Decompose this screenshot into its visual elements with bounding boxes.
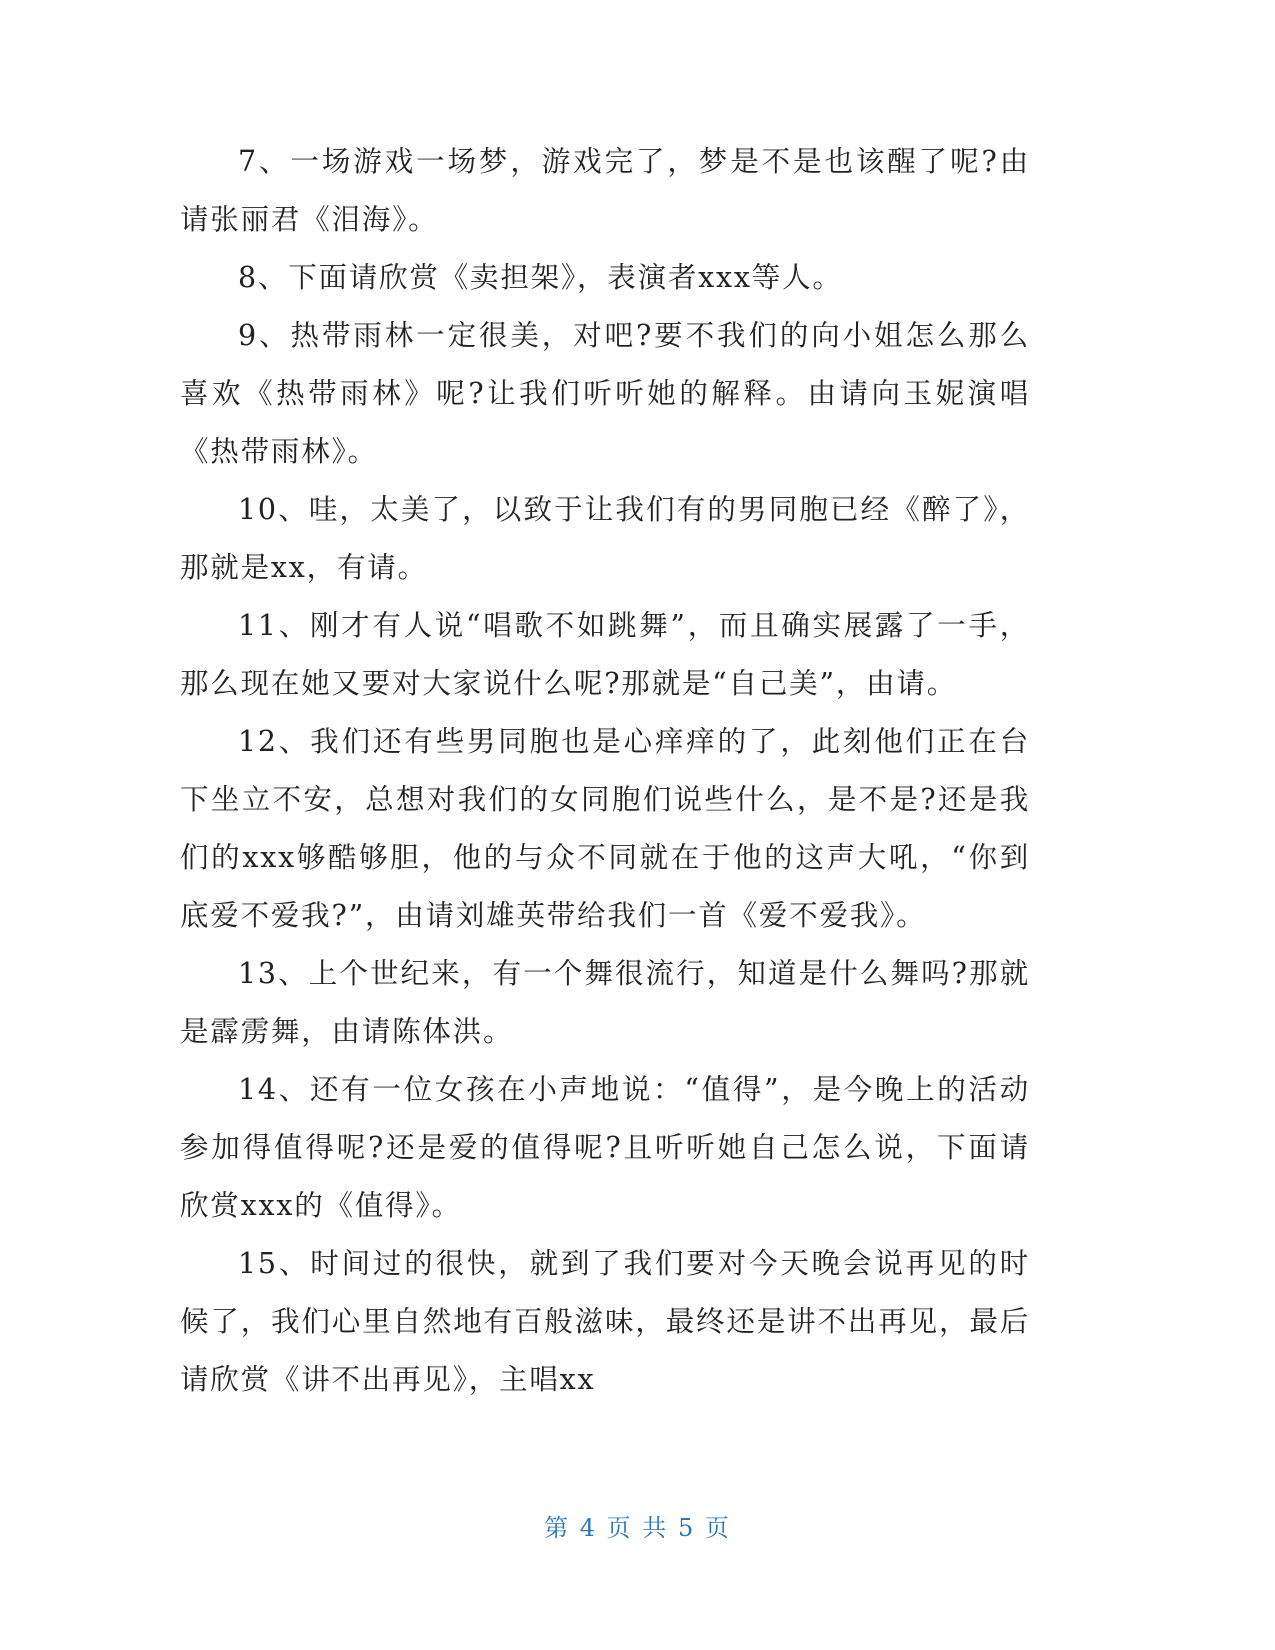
paragraph-item-13: 13、上个世纪来，有一个舞很流行，知道是什么舞吗?那就是霹雳舞，由请陈体洪。: [180, 957, 1030, 1048]
paragraph-item-9: 9、热带雨林一定很美，对吧?要不我们的向小姐怎么那么喜欢《热带雨林》呢?让我们听听她的解释。由请向玉妮演唱《热带雨林》。: [180, 319, 1030, 468]
document-body: [180, 133, 1030, 1409]
paragraph-item-10: 10、哇，太美了，以致于让我们有的男同胞已经《醉了》，那就是xx，有请。: [180, 493, 1030, 584]
paragraph-item-15: 15、时间过的很快，就到了我们要对今天晚会说再见的时候了，我们心里自然地有百般滋味，最终还是讲不出再见，最后请欣赏《讲不出再见》，主唱xx: [180, 1247, 1030, 1396]
paragraph-item-12: 12、我们还有些男同胞也是心痒痒的了，此刻他们正在台下坐立不安，总想对我们的女同胞们说些什么，是不是?还是我们的xxx够酷够胆，他的与众不同就在于他的这声大吼，“你到底爱不爱我?”，由请刘雄英带给我们一首《爱不爱我》。: [180, 725, 1030, 932]
page-number-footer: 第 4 页 共 5 页: [544, 1514, 731, 1542]
paragraph-item-7: 7、一场游戏一场梦，游戏完了，梦是不是也该醒了呢?由请张丽君《泪海》。: [180, 145, 1030, 236]
paragraph-item-8: 8、下面请欣赏《卖担架》，表演者xxx等人。: [238, 261, 843, 294]
paragraph-item-14: 14、还有一位女孩在小声地说：“值得”，是今晚上的活动参加得值得呢?还是爱的值得呢?且听听她自己怎么说，下面请欣赏xxx的《值得》。: [180, 1073, 1030, 1222]
paragraph-item-11: 11、刚才有人说“唱歌不如跳舞”，而且确实展露了一手，那么现在她又要对大家说什么呢?那就是“自己美”，由请。: [180, 609, 1030, 700]
